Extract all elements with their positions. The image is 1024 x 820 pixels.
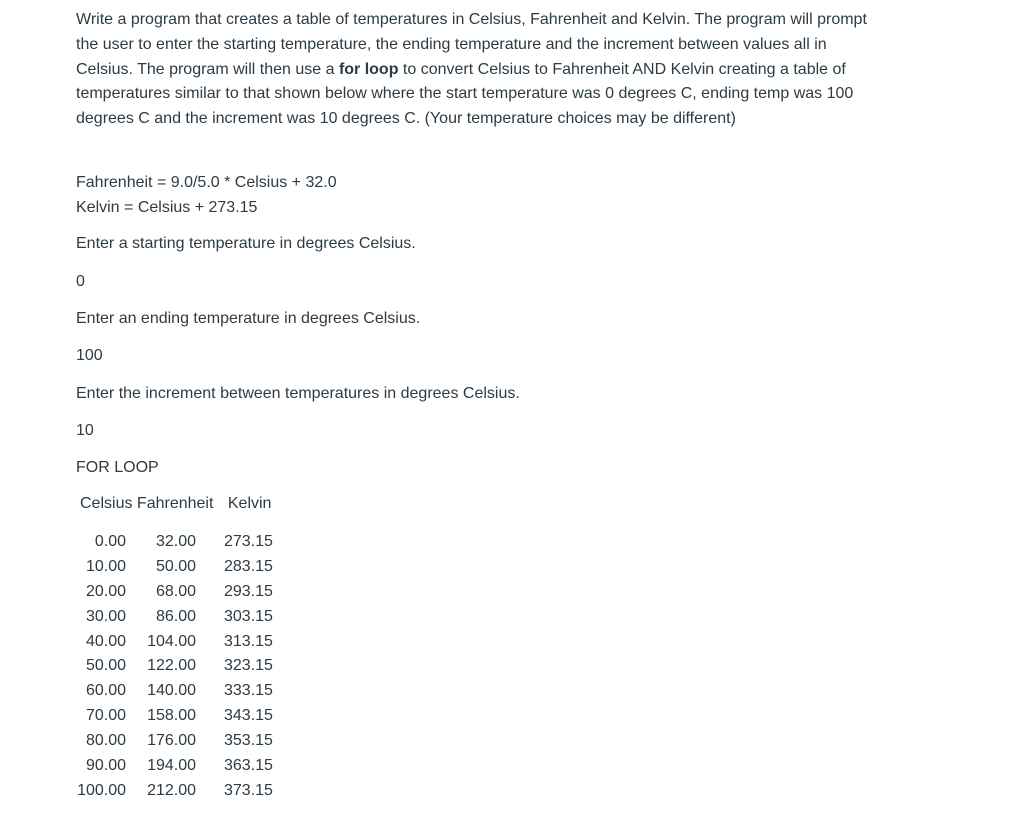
instructions-text-2: to convert Celsius to Fahrenheit AND Kelvin creating a table of temperatures similar to that shown below where the start temperature was 0 degrees C, ending temp was 100 degrees C and the increment was 10 degrees C. (Your temperature choices may be different) [76,60,854,128]
assignment-instructions [76,8,876,132]
fahrenheit-cell: 194.00 [147,757,196,775]
kelvin-cell: 333.15 [224,682,273,700]
end-value: 100 [76,347,103,364]
fahrenheit-cell: 122.00 [147,657,196,675]
kelvin-cell: 313.15 [224,632,273,650]
kelvin-cell: 293.15 [224,582,273,600]
fahrenheit-cell: 50.00 [155,557,196,575]
header-kelvin: Kelvin [227,495,272,512]
kelvin-cell: 303.15 [224,607,273,625]
fahrenheit-cell: 86.00 [155,607,196,625]
celsius-cell: 80.00 [85,732,126,750]
instructions-bold-text: for loop [338,60,399,78]
fahrenheit-cell: 158.00 [147,707,196,725]
formulas [76,170,337,220]
kelvin-cell: 353.15 [224,732,273,750]
header-fahrenheit: Fahrenheit [136,495,214,512]
fahrenheit-cell: 104.00 [147,632,196,650]
kelvin-cell: 343.15 [224,707,273,725]
header-celsius: Celsius [80,495,133,512]
start-value: 0 [76,273,85,290]
instructions-paragraph [76,8,876,132]
celsius-cell: 90.00 [85,757,126,775]
celsius-cell: 0.00 [94,533,126,550]
celsius-cell: 60.00 [85,682,126,700]
kelvin-cell: 273.15 [224,533,273,550]
increment-prompt: Enter the increment between temperatures in degrees Celsius. [76,385,520,402]
fahrenheit-cell: 212.00 [147,781,196,799]
fahrenheit-formula: Fahrenheit = 9.0/5.0 * Celsius + 32.0 [76,174,337,191]
fahrenheit-cell: 32.00 [155,533,196,550]
start-prompt: Enter a starting temperature in degrees Celsius. [76,235,416,252]
celsius-cell: 40.00 [85,632,126,650]
celsius-cell: 20.00 [85,582,126,600]
increment-value: 10 [76,422,94,439]
instructions-text-1: Write a program that creates a table of temperatures in Celsius, Fahrenheit and Kelvin. The program will prompt the user to enter the starting temperature, the ending temperature and the increment between values all in Celsius. The program will then use a [76,11,867,78]
celsius-cell: 30.00 [85,607,126,625]
fahrenheit-cell: 176.00 [147,732,196,750]
celsius-cell: 100.00 [77,781,126,799]
table-header [80,494,271,514]
kelvin-cell: 323.15 [224,657,273,675]
end-prompt: Enter an ending temperature in degrees Celsius. [76,310,421,327]
kelvin-cell: 283.15 [224,557,273,575]
fahrenheit-cell: 68.00 [155,582,196,600]
kelvin-cell: 363.15 [224,757,273,775]
celsius-cell: 50.00 [85,657,126,675]
celsius-cell: 10.00 [85,557,126,575]
celsius-cell: 70.00 [85,707,126,725]
kelvin-cell: 373.15 [224,781,273,799]
fahrenheit-cell: 140.00 [147,682,196,700]
kelvin-formula: Kelvin = Celsius + 273.15 [76,199,258,216]
loop-label: FOR LOOP [76,459,159,476]
